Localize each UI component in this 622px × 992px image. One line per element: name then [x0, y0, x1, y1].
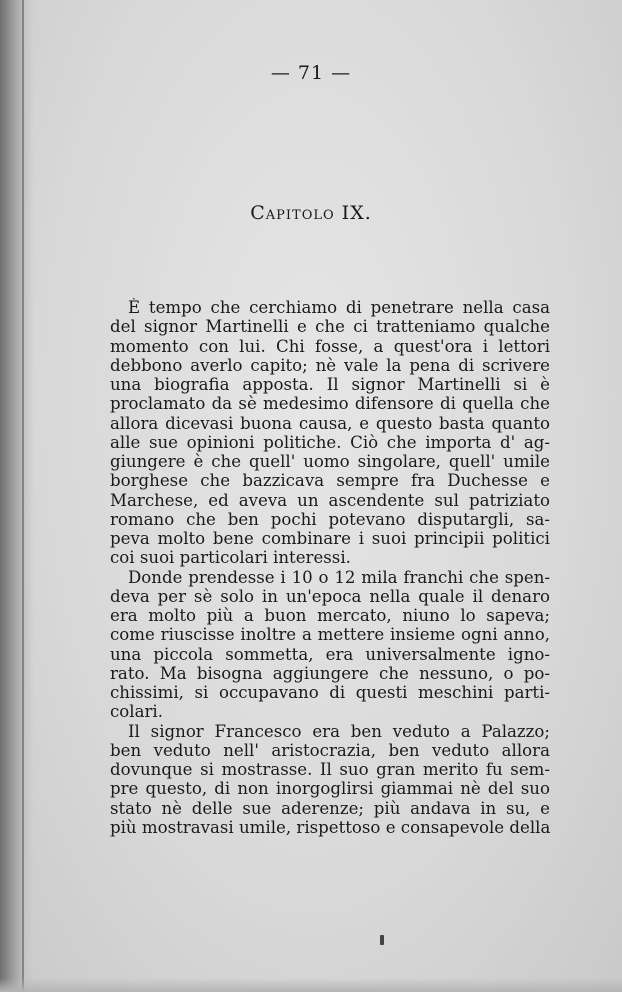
text-line: del signor Martinelli e che ci tratteniamo qualche — [110, 317, 550, 337]
text-line: una piccola sommetta, era universalmente igno- — [110, 644, 550, 664]
text-line: rato. Ma bisogna aggiungere che nessuno, o po- — [110, 663, 550, 683]
text-line: colari. — [110, 702, 163, 722]
text-line: Marchese, ed aveva un ascendente sul patriziato — [110, 490, 550, 510]
ink-mark — [380, 935, 384, 945]
page-bottom-edge — [0, 978, 622, 992]
chapter-title: Capitolo IX. — [250, 202, 372, 224]
text-line: pre questo, di non inorgoglirsi giammai nè del suo — [110, 779, 550, 799]
spine-shadow — [0, 0, 34, 992]
text-line: Donde prendesse i 10 o 12 mila franchi che spen- — [128, 567, 550, 587]
spine-line — [22, 0, 24, 992]
text-line: allora dicevasi buona causa, e questo basta quanto — [110, 413, 550, 433]
text-line: una biografia apposta. Il signor Martinelli si è — [110, 375, 550, 394]
text-line: chissimi, si occupavano di questi meschini parti- — [110, 683, 550, 702]
text-line: Il signor Francesco era ben veduto a Palazzo; — [128, 721, 550, 741]
text-line: debbono averlo capito; nè vale la pena di scrivere — [110, 355, 550, 375]
text-line: come riuscisse inoltre a mettere insieme ogni anno, — [110, 625, 550, 645]
body-text — [110, 298, 550, 837]
page-number: — 71 — — [270, 62, 352, 84]
text-line: peva molto bene combinare i suoi principii politici — [110, 529, 550, 548]
text-line: romano che ben pochi potevano disputargli, sa- — [110, 509, 550, 529]
text-line: proclamato da sè medesimo difensore di quella che — [110, 394, 550, 414]
text-line: dovunque si mostrasse. Il suo gran merito fu sem- — [110, 760, 550, 779]
text-line: era molto più a buon mercato, niuno lo sapeva; — [110, 606, 550, 625]
text-line: ben veduto nell' aristocrazia, ben veduto allora — [110, 740, 550, 760]
text-line: giungere è che quell' uomo singolare, quell' umile — [110, 452, 550, 471]
text-line: È tempo che cerchiamo di penetrare nella casa — [128, 298, 550, 317]
text-line: deva per sè solo in un'epoca nella quale il denaro — [110, 586, 550, 606]
text-line: coi suoi particolari interessi. — [110, 548, 351, 568]
text-line: più mostravasi umile, rispettoso e consapevole della — [110, 817, 550, 837]
text-line: borghese che bazzicava sempre fra Duchesse e — [110, 471, 550, 491]
text-line: alle sue opinioni politiche. Ciò che importa d' ag- — [110, 432, 550, 452]
text-line: stato nè delle sue aderenze; più andava in su, e — [110, 798, 550, 818]
text-line: momento con lui. Chi fosse, a quest'ora i lettori — [110, 336, 550, 356]
